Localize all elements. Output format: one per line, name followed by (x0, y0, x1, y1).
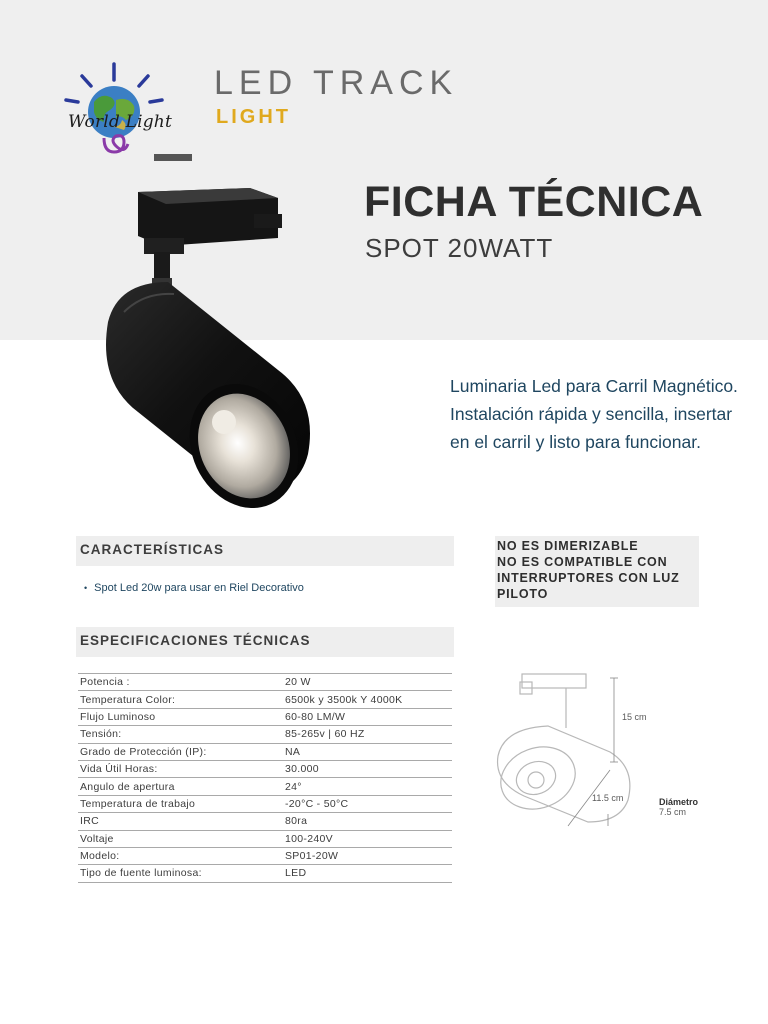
diameter-label: Diámetro (659, 797, 699, 807)
notice-box (495, 536, 699, 607)
table-row (78, 778, 452, 795)
spec-label: Temperatura de trabajo (78, 795, 283, 812)
notice-line: NO ES DIMERIZABLE (497, 539, 639, 553)
spec-value: 85-265v | 60 HZ (283, 726, 452, 743)
specs-heading: ESPECIFICACIONES TÉCNICAS (76, 627, 454, 657)
table-row (78, 847, 452, 864)
table-row (78, 795, 452, 812)
spec-value: NA (283, 743, 452, 760)
logo-badge (154, 154, 192, 161)
list-item: • Spot Led 20w para usar en Riel Decorativo (84, 582, 304, 594)
intro-text: Luminaria Led para Carril Magnético. Instalación rápida y sencilla, insertar en el carril y listo para funcionar. (450, 376, 738, 452)
spec-value: 80ra (283, 813, 452, 830)
spec-value: 24° (283, 778, 452, 795)
document-subtitle: SPOT 20WATT (365, 233, 554, 263)
characteristics-list (84, 582, 304, 594)
spec-value: 100-240V (283, 830, 452, 847)
table-row (78, 760, 452, 777)
spec-value: 30.000 (283, 760, 452, 777)
table-row (78, 674, 452, 691)
spec-label: Flujo Luminoso (78, 708, 283, 725)
spec-label: Grado de Protección (IP): (78, 743, 283, 760)
notice-line: PILOTO (497, 587, 549, 601)
track-spotlight-image (84, 182, 344, 512)
logo-wordmark: World Light (68, 112, 172, 132)
spec-label: IRC (78, 813, 283, 830)
spec-label: Voltaje (78, 830, 283, 847)
spec-label: Tipo de fuente luminosa: (78, 865, 283, 882)
height-dimension: 15 cm (622, 712, 647, 722)
spec-value: 6500k y 3500k Y 4000K (283, 691, 452, 708)
spec-label: Vida Útil Horas: (78, 760, 283, 777)
diameter-dimension: 7.5 cm (659, 807, 687, 817)
spec-value: LED (283, 865, 452, 882)
brand-title: LED TRACK (214, 64, 459, 102)
notice-line: INTERRUPTORES CON LUZ (497, 571, 680, 585)
spec-label: Potencia : (78, 674, 283, 691)
spec-label: Tensión: (78, 726, 283, 743)
table-row (78, 691, 452, 708)
spec-table (78, 673, 452, 883)
spec-label: Modelo: (78, 847, 283, 864)
spec-value: 20 W (283, 674, 452, 691)
table-row (78, 830, 452, 847)
document-title: FICHA TÉCNICA (364, 178, 704, 226)
table-row (78, 726, 452, 743)
characteristics-heading: CARACTERÍSTICAS (76, 536, 454, 566)
brand-subtitle: LIGHT (216, 106, 291, 128)
spec-label: Angulo de apertura (78, 778, 283, 795)
depth-dimension: 11.5 cm (592, 793, 624, 803)
spec-value: 60-80 LM/W (283, 708, 452, 725)
table-row (78, 743, 452, 760)
spec-value: -20°C - 50°C (283, 795, 452, 812)
spec-label: Temperatura Color: (78, 691, 283, 708)
table-row (78, 813, 452, 830)
table-row (78, 865, 452, 882)
table-row (78, 708, 452, 725)
notice-line: NO ES COMPATIBLE CON (497, 555, 668, 569)
spec-value: SP01-20W (283, 847, 452, 864)
